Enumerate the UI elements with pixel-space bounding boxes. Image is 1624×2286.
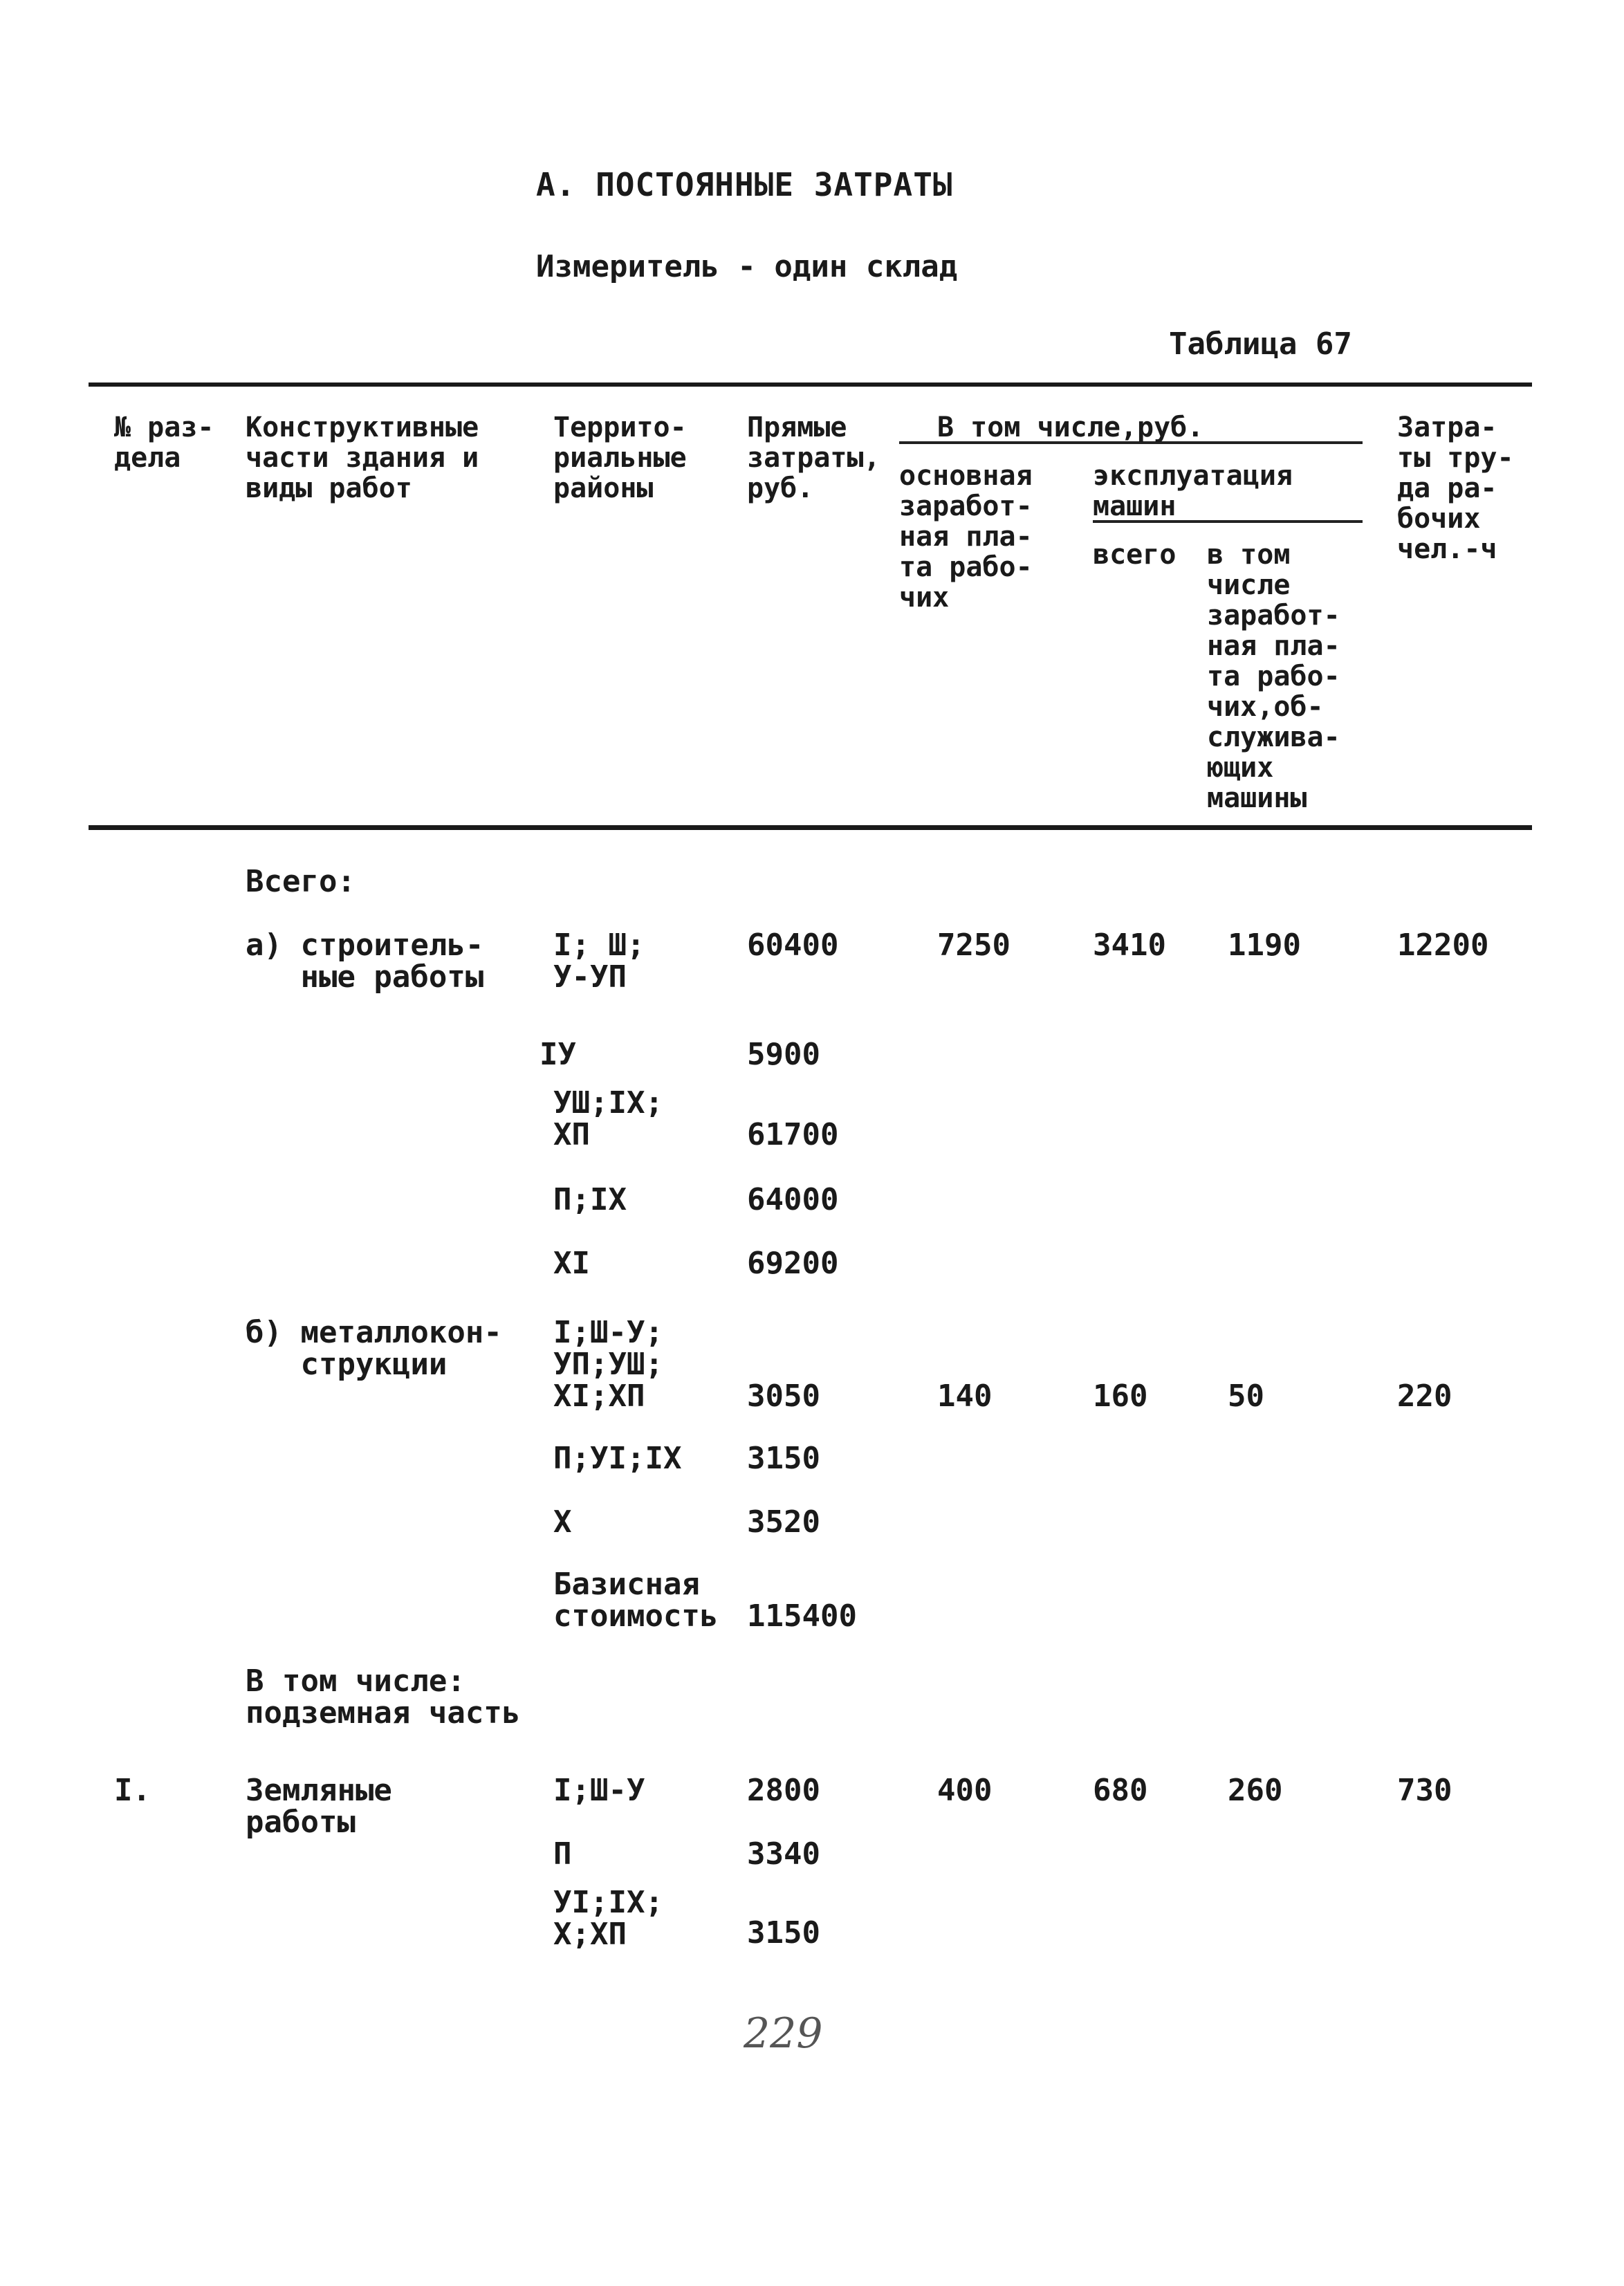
region-cell: П;IX	[553, 1182, 627, 1217]
table-top-rule	[89, 382, 1532, 387]
region-cell: I; Ш; У-УП	[553, 928, 645, 995]
underground-part-label: В том числе: подземная часть	[246, 1663, 521, 1731]
direct-cost-cell: 2800	[747, 1773, 820, 1808]
measure-unit: Измеритель - один склад	[536, 249, 958, 284]
header-section-no: № раз- дела	[114, 412, 214, 474]
section-number: I.	[114, 1773, 151, 1808]
base-wage-cell: 400	[937, 1773, 993, 1808]
region-cell: П	[553, 1836, 572, 1872]
page-number: 229	[744, 2009, 823, 2058]
base-cost-value: 115400	[747, 1598, 857, 1634]
machine-total-cell: 680	[1093, 1773, 1148, 1808]
region-cell: УШ;IX; ХП	[553, 1085, 663, 1152]
header-bottom-rule	[89, 825, 1532, 830]
header-machine-wage: в том числе заработ- ная пла- та рабо- чих,об- служива- ющих машины	[1207, 539, 1340, 814]
header-labor: Затра- ты тру- да ра- бочих чел.-ч	[1397, 412, 1514, 565]
machine-wage-cell: 260	[1228, 1773, 1283, 1808]
direct-cost-cell: 69200	[747, 1246, 839, 1281]
header-including: В том числе,руб.	[937, 412, 1204, 443]
header-parts: Конструктивные части здания и виды работ	[246, 412, 479, 504]
labor-cell: 730	[1397, 1773, 1452, 1808]
labor-cell: 220	[1397, 1379, 1452, 1414]
total-label: Всего:	[246, 864, 356, 899]
labor-cell: 12200	[1397, 928, 1489, 963]
base-wage-cell: 7250	[937, 928, 1011, 963]
base-wage-cell: 140	[937, 1379, 993, 1414]
direct-cost-cell: 3520	[747, 1504, 820, 1540]
region-cell: X	[553, 1504, 572, 1540]
header-regions: Террито- риальные районы	[553, 412, 687, 504]
header-machine-total: всего	[1093, 539, 1177, 571]
direct-cost-cell: 5900	[747, 1037, 820, 1072]
base-cost-label: Базисная стоимость	[553, 1567, 719, 1634]
earthworks-label: Земляные работы	[246, 1773, 392, 1840]
region-cell: I;Ш-У; УП;УШ; XI;ХП	[553, 1315, 663, 1414]
table-label: Таблица 67	[1169, 326, 1352, 362]
machine-wage-cell: 50	[1228, 1379, 1264, 1414]
region-cell: УI;IX; X;ХП	[553, 1885, 663, 1952]
machine-total-cell: 3410	[1093, 928, 1166, 963]
machine-wage-cell: 1190	[1228, 928, 1301, 963]
machine-total-cell: 160	[1093, 1379, 1148, 1414]
direct-cost-cell: 64000	[747, 1182, 839, 1217]
direct-cost-cell: 3050	[747, 1379, 820, 1414]
header-base-wage: основная заработ- ная пла- та рабо- чих	[899, 460, 1033, 614]
region-cell: I;Ш-У	[553, 1773, 645, 1808]
page-title: А. ПОСТОЯННЫЕ ЗАТРАТЫ	[536, 166, 953, 203]
metal-structures-label: б) металлокон- струкции	[246, 1315, 502, 1382]
direct-cost-cell: 60400	[747, 928, 839, 963]
region-cell: XI	[553, 1246, 590, 1281]
region-cell: IУ	[539, 1037, 576, 1072]
header-machine-op: эксплуатация машин	[1093, 460, 1293, 522]
direct-cost-cell: 61700	[747, 1117, 839, 1152]
region-cell: П;УI;IX	[553, 1441, 682, 1476]
direct-cost-cell: 3150	[747, 1915, 820, 1951]
direct-cost-cell: 3150	[747, 1441, 820, 1476]
construction-works-label: а) строитель- ные работы	[246, 928, 484, 995]
direct-cost-cell: 3340	[747, 1836, 820, 1872]
header-direct-costs: Прямые затраты, руб.	[747, 412, 880, 504]
